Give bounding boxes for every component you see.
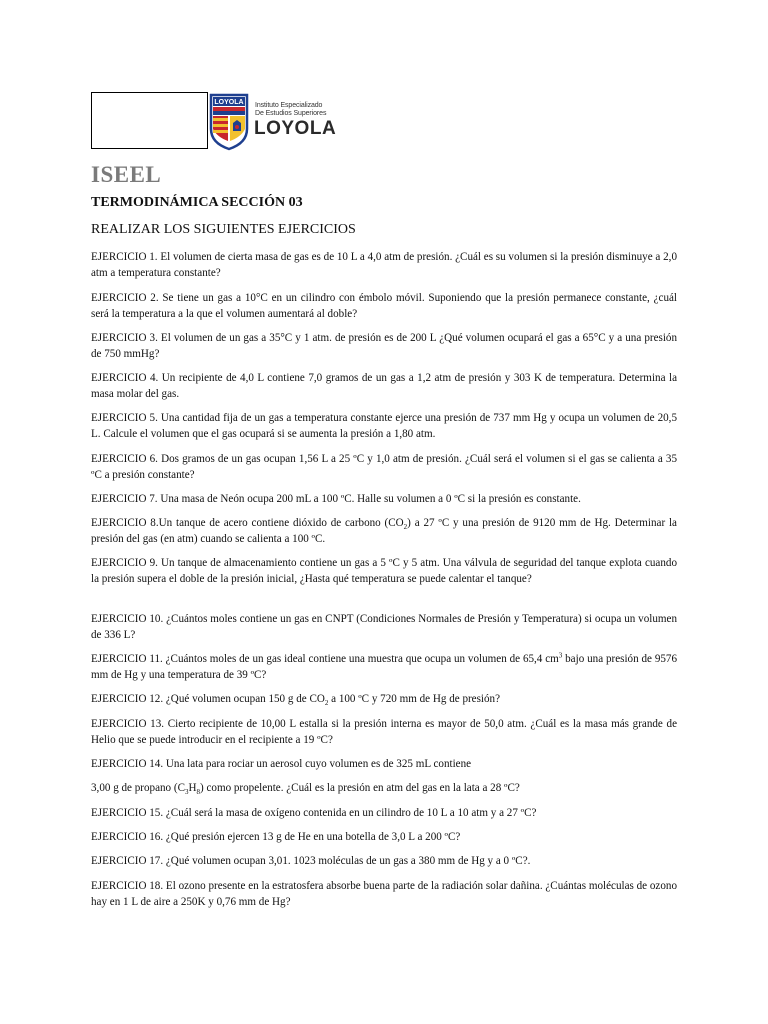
exercise-4: EJERCICIO 4. Un recipiente de 4,0 L contiene 7,0 gramos de un gas a 1,2 atm de presión y 303 K de temperatura. Determina la masa molar del gas. <box>91 372 677 400</box>
exercise-12: EJERCICIO 12. ¿Qué volumen ocupan 150 g de $CO_2$ a 100 ºC y 720 mm de Hg de presión? <box>91 693 501 708</box>
subject-heading: TERMODINÁMICA SECCIÓN 03 <box>91 195 303 210</box>
logo-name: LOYOLA <box>254 118 337 139</box>
loyola-logo <box>209 93 337 151</box>
logo-line1: Instituto Especializado <box>255 102 323 109</box>
blank-box <box>91 92 208 149</box>
exercise-2: EJERCICIO 2. Se tiene un gas a 10°C en un cilindro con émbolo móvil. Suponiendo que la presión permanece constante, ¿cuál será la temperatura a la que el volumen aumentará al doble? <box>91 292 677 320</box>
exercise-10: EJERCICIO 10. ¿Cuántos moles contiene un gas en CNPT (Condiciones Normales de Presión y Temperatura) si ocupa un volumen de 336 L? <box>91 613 677 641</box>
exercise-7: EJERCICIO 7. Una masa de Neón ocupa 200 mL a 100 ºC. Halle su volumen a 0 ºC si la presión es constante. <box>91 493 581 505</box>
crest-text: LOYOLA <box>214 99 244 106</box>
exercise-9: EJERCICIO 9. Un tanque de almacenamiento contiene un gas a 5 ºC y 5 atm. Una válvula de seguridad del tanque explota cuando la presión supera el doble de la presión inicial, ¿Hasta qué temperatura se puede calentar el tanque? <box>91 557 677 585</box>
institution-title: ISEEL <box>91 162 162 187</box>
exercise-6: EJERCICIO 6. Dos gramos de un gas ocupan 1,56 L a 25 ºC y 1,0 atm de presión. ¿Cuál será el volumen si el gas se calienta a 35 ºC a presión constante? <box>91 453 677 481</box>
exercise-3: EJERCICIO 3. El volumen de un gas a 35°C y 1 atm. de presión es de 200 L ¿Qué volumen ocupará el gas a 65°C y a una presión de 750 mmHg? <box>91 332 677 360</box>
exercise-14-continued: 3,00 g de propano $(C_3H_8)$ como propelente. ¿Cuál es la presión en atm del gas en la lata a 28 ºC? <box>91 782 520 797</box>
exercise-13: EJERCICIO 13. Cierto recipiente de 10,00 L estalla si la presión interna es mayor de 50,0 atm. ¿Cuál es la masa más grande de Helio que se puede introducir en el recipiente a 19 ºC? <box>91 718 677 746</box>
logo-line2: De Estudios Superiores <box>255 110 327 117</box>
exercise-11: EJERCICIO 11. ¿Cuántos moles de un gas ideal contiene una muestra que ocupa un volumen de 65,4 $cm^3$ bajo una presión de 9576 mm de Hg y una temperatura de 39 ºC? <box>91 651 678 681</box>
exercise-5: EJERCICIO 5. Una cantidad fija de un gas a temperatura constante ejerce una presión de 737 mm Hg y ocupa un volumen de 20,5 L. Calcule el volumen que el gas ocupará si se aumenta la presión a 1,80 atm. <box>91 412 677 440</box>
instructions-heading: REALIZAR LOS SIGUIENTES EJERCICIOS <box>91 222 356 237</box>
exercise-14: EJERCICIO 14. Una lata para rociar un aerosol cuyo volumen es de 325 mL contiene <box>91 758 472 770</box>
exercise-16: EJERCICIO 16. ¿Qué presión ejercen 13 g de He en una botella de 3,0 L a 200 ºC? <box>91 831 461 843</box>
exercise-18: EJERCICIO 18. El ozono presente en la estratosfera absorbe buena parte de la radiación solar dañina. ¿Cuántas moléculas de ozono hay en 1 L de aire a 250K y 0,76 mm de Hg? <box>91 880 677 908</box>
loyola-crest-icon <box>209 93 249 151</box>
exercise-1: EJERCICIO 1. El volumen de cierta masa de gas es de 10 L a 4,0 atm de presión. ¿Cuál es su volumen si la presión disminuye a 2,0 atm a temperatura constante? <box>91 251 677 279</box>
exercise-17: EJERCICIO 17. ¿Qué volumen ocupan 3,01. 1023 moléculas de un gas a 380 mm de Hg y a 0 ºC?. <box>91 855 531 867</box>
exercise-15: EJERCICIO 15. ¿Cuál será la masa de oxígeno contenida en un cilindro de 10 L a 10 atm y a 27 ºC? <box>91 807 537 819</box>
exercise-8: EJERCICIO 8.Un tanque de acero contiene dióxido de carbono $(CO_2)$ a 27 ºC y una presión de 9120 mm de Hg. Determinar la presión del gas (en atm) cuando se calienta a 100 ºC. <box>91 517 677 545</box>
